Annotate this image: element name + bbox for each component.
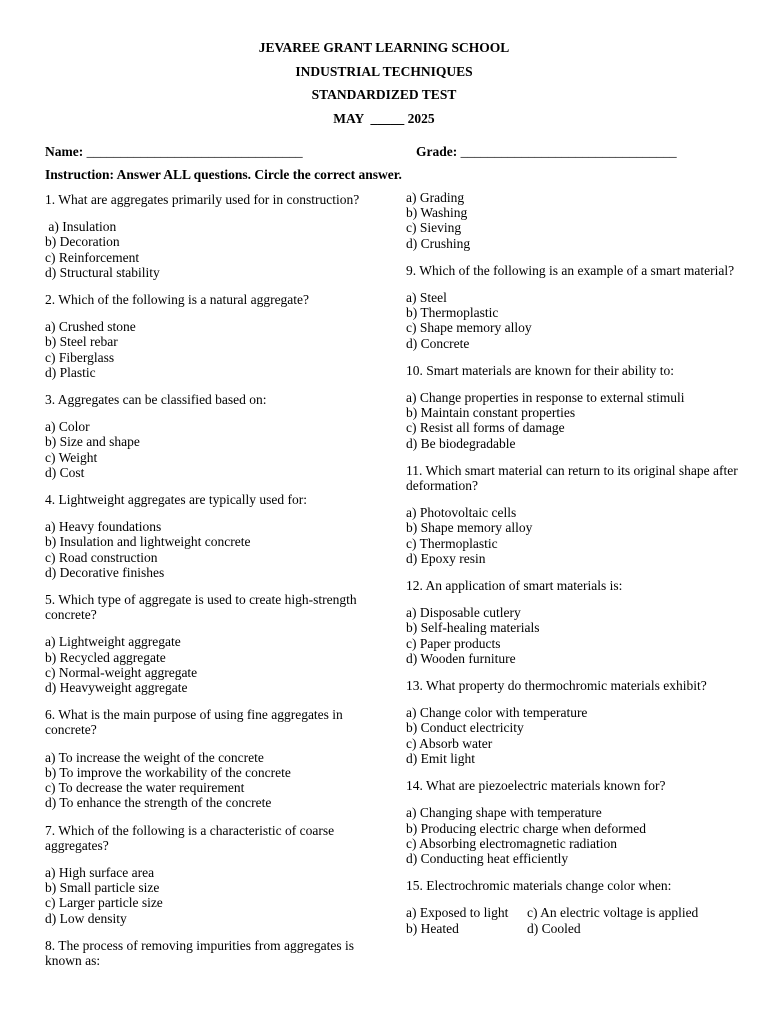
question-text: 11. Which smart material can return to its original shape after deformation?: [406, 462, 738, 494]
answer-options-grid: [406, 905, 746, 935]
answer-option[interactable]: d) Decorative finishes: [45, 564, 165, 580]
question-4: [45, 492, 365, 580]
answer-option[interactable]: a) To increase the weight of the concrete: [45, 749, 264, 765]
question-5: [45, 592, 365, 695]
answer-option[interactable]: d) Cooled: [527, 920, 581, 936]
question-13: [406, 678, 746, 766]
answer-option[interactable]: a) Changing shape with temperature: [406, 805, 602, 821]
grade-label: Grade:: [416, 144, 458, 159]
name-blank[interactable]: ________________________________: [86, 144, 303, 159]
grade-field[interactable]: [416, 144, 677, 160]
answer-option[interactable]: b) Maintain constant properties: [406, 405, 576, 421]
answer-option[interactable]: b) To improve the workability of the concrete: [45, 764, 291, 780]
question-2: [45, 292, 365, 380]
answer-option[interactable]: a) Change color with temperature: [406, 705, 588, 721]
answer-option[interactable]: c) Absorb water: [406, 735, 493, 751]
answer-option[interactable]: b) Insulation and lightweight concrete: [45, 534, 251, 550]
answer-option[interactable]: b) Recycled aggregate: [45, 649, 166, 665]
question-text: 9. Which of the following is an example of a smart material?: [406, 262, 735, 278]
answer-option[interactable]: c) Weight: [45, 449, 98, 465]
answer-option[interactable]: c) Reinforcement: [45, 249, 140, 265]
answer-option[interactable]: a) Photovoltaic cells: [406, 505, 517, 521]
answer-option[interactable]: b) Steel rebar: [45, 334, 118, 350]
answer-option[interactable]: d) Plastic: [45, 364, 96, 380]
question-text: 6. What is the main purpose of using fine aggregates in concrete?: [45, 707, 343, 738]
answer-option[interactable]: b) Heated: [406, 920, 459, 936]
answer-option[interactable]: c) Fiberglass: [45, 349, 115, 365]
answer-option[interactable]: a) Grading: [406, 190, 465, 205]
answer-option[interactable]: d) Conducting heat efficiently: [406, 850, 569, 866]
question-7: [45, 823, 365, 926]
question-6: [45, 707, 365, 810]
test-date: MAY _____ 2025: [333, 110, 435, 126]
answer-option[interactable]: b) Producing electric charge when deformed: [406, 820, 647, 836]
question-text: 8. The process of removing impurities from aggregates is known as:: [45, 937, 355, 968]
answer-option[interactable]: d) To enhance the strength of the concrete: [45, 795, 272, 811]
question-8: [45, 938, 365, 968]
answer-option[interactable]: b) Shape memory alloy: [406, 520, 533, 536]
instruction-text: Instruction: Answer ALL questions. Circle the correct answer.: [45, 167, 402, 182]
question-1: [45, 192, 365, 280]
document-header: [0, 36, 768, 130]
answer-option[interactable]: b) Washing: [406, 205, 468, 221]
question-text: 1. What are aggregates primarily used for in construction?: [45, 192, 360, 207]
answer-option[interactable]: b) Size and shape: [45, 434, 140, 450]
answer-option[interactable]: d) Be biodegradable: [406, 435, 516, 451]
answer-option[interactable]: d) Low density: [45, 910, 127, 926]
answer-option[interactable]: b) Self-healing materials: [406, 620, 540, 636]
answer-option[interactable]: d) Heavyweight aggregate: [45, 680, 188, 696]
answer-option[interactable]: a) Change properties in response to external stimuli: [406, 390, 685, 406]
answer-option[interactable]: b) Conduct electricity: [406, 720, 524, 736]
question-15: [406, 878, 746, 936]
question-text: 10. Smart materials are known for their ability to:: [406, 362, 675, 378]
answer-option[interactable]: d) Crushing: [406, 235, 471, 251]
name-label: Name:: [45, 144, 84, 159]
question-11: [406, 463, 746, 566]
answer-option[interactable]: a) Lightweight aggregate: [45, 634, 181, 650]
right-column: [406, 190, 746, 948]
answer-option[interactable]: c) Absorbing electromagnetic radiation: [406, 835, 618, 851]
left-column: [45, 192, 365, 980]
answer-option[interactable]: c) Road construction: [45, 549, 158, 565]
grade-blank[interactable]: ________________________________: [460, 144, 677, 159]
answer-option[interactable]: c) Normal-weight aggregate: [45, 664, 198, 680]
answer-option[interactable]: d) Emit light: [406, 750, 475, 766]
question-9: [406, 263, 746, 351]
answer-option[interactable]: b) Thermoplastic: [406, 305, 499, 321]
answer-option[interactable]: b) Small particle size: [45, 880, 160, 896]
answer-option[interactable]: d) Structural stability: [45, 264, 160, 280]
answer-option[interactable]: d) Wooden furniture: [406, 650, 516, 666]
answer-option[interactable]: d) Concrete: [406, 335, 470, 351]
answer-option[interactable]: a) Insulation: [45, 219, 117, 235]
answer-option[interactable]: d) Cost: [45, 464, 85, 480]
question-12: [406, 578, 746, 666]
question-text: 7. Which of the following is a characteristic of coarse aggregates?: [45, 822, 335, 853]
test-title: STANDARDIZED TEST: [311, 87, 457, 102]
answer-option[interactable]: a) High surface area: [45, 864, 155, 880]
answer-option[interactable]: c) Shape memory alloy: [406, 320, 532, 336]
answer-option[interactable]: c) Sieving: [406, 220, 462, 236]
answer-option[interactable]: a) Heavy foundations: [45, 519, 162, 535]
question-text: 15. Electrochromic materials change color when:: [406, 878, 672, 894]
answer-option[interactable]: c) Resist all forms of damage: [406, 420, 565, 436]
answer-option[interactable]: d) Epoxy resin: [406, 550, 486, 566]
question-text: 5. Which type of aggregate is used to create high-strength concrete?: [45, 592, 357, 623]
name-field[interactable]: [45, 144, 303, 160]
question-text: 12. An application of smart materials is:: [406, 578, 623, 594]
question-text: 4. Lightweight aggregates are typically used for:: [45, 492, 308, 508]
answer-option[interactable]: c) Paper products: [406, 635, 501, 651]
question-text: 2. Which of the following is a natural aggregate?: [45, 292, 310, 308]
question-8-options: [406, 190, 746, 251]
answer-option[interactable]: a) Color: [45, 419, 90, 435]
question-text: 13. What property do thermochromic materials exhibit?: [406, 678, 707, 694]
school-name: JEVAREE GRANT LEARNING SCHOOL: [258, 40, 510, 55]
question-14: [406, 778, 746, 866]
answer-option[interactable]: a) Disposable cutlery: [406, 605, 521, 621]
subject-title: INDUSTRIAL TECHNIQUES: [295, 63, 473, 79]
answer-option[interactable]: c) To decrease the water requirement: [45, 780, 245, 796]
answer-option[interactable]: b) Decoration: [45, 234, 120, 250]
answer-option[interactable]: a) Crushed stone: [45, 319, 136, 335]
question-10: [406, 363, 746, 451]
answer-option[interactable]: a) Exposed to light: [406, 905, 509, 921]
answer-option[interactable]: c) Thermoplastic: [406, 535, 498, 551]
answer-option[interactable]: c) Larger particle size: [45, 895, 163, 911]
question-text: 14. What are piezoelectric materials known for?: [406, 778, 666, 794]
question-text: 3. Aggregates can be classified based on:: [45, 392, 267, 408]
answer-option[interactable]: c) An electric voltage is applied: [527, 905, 699, 921]
question-3: [45, 392, 365, 480]
answer-option[interactable]: a) Steel: [406, 290, 447, 306]
